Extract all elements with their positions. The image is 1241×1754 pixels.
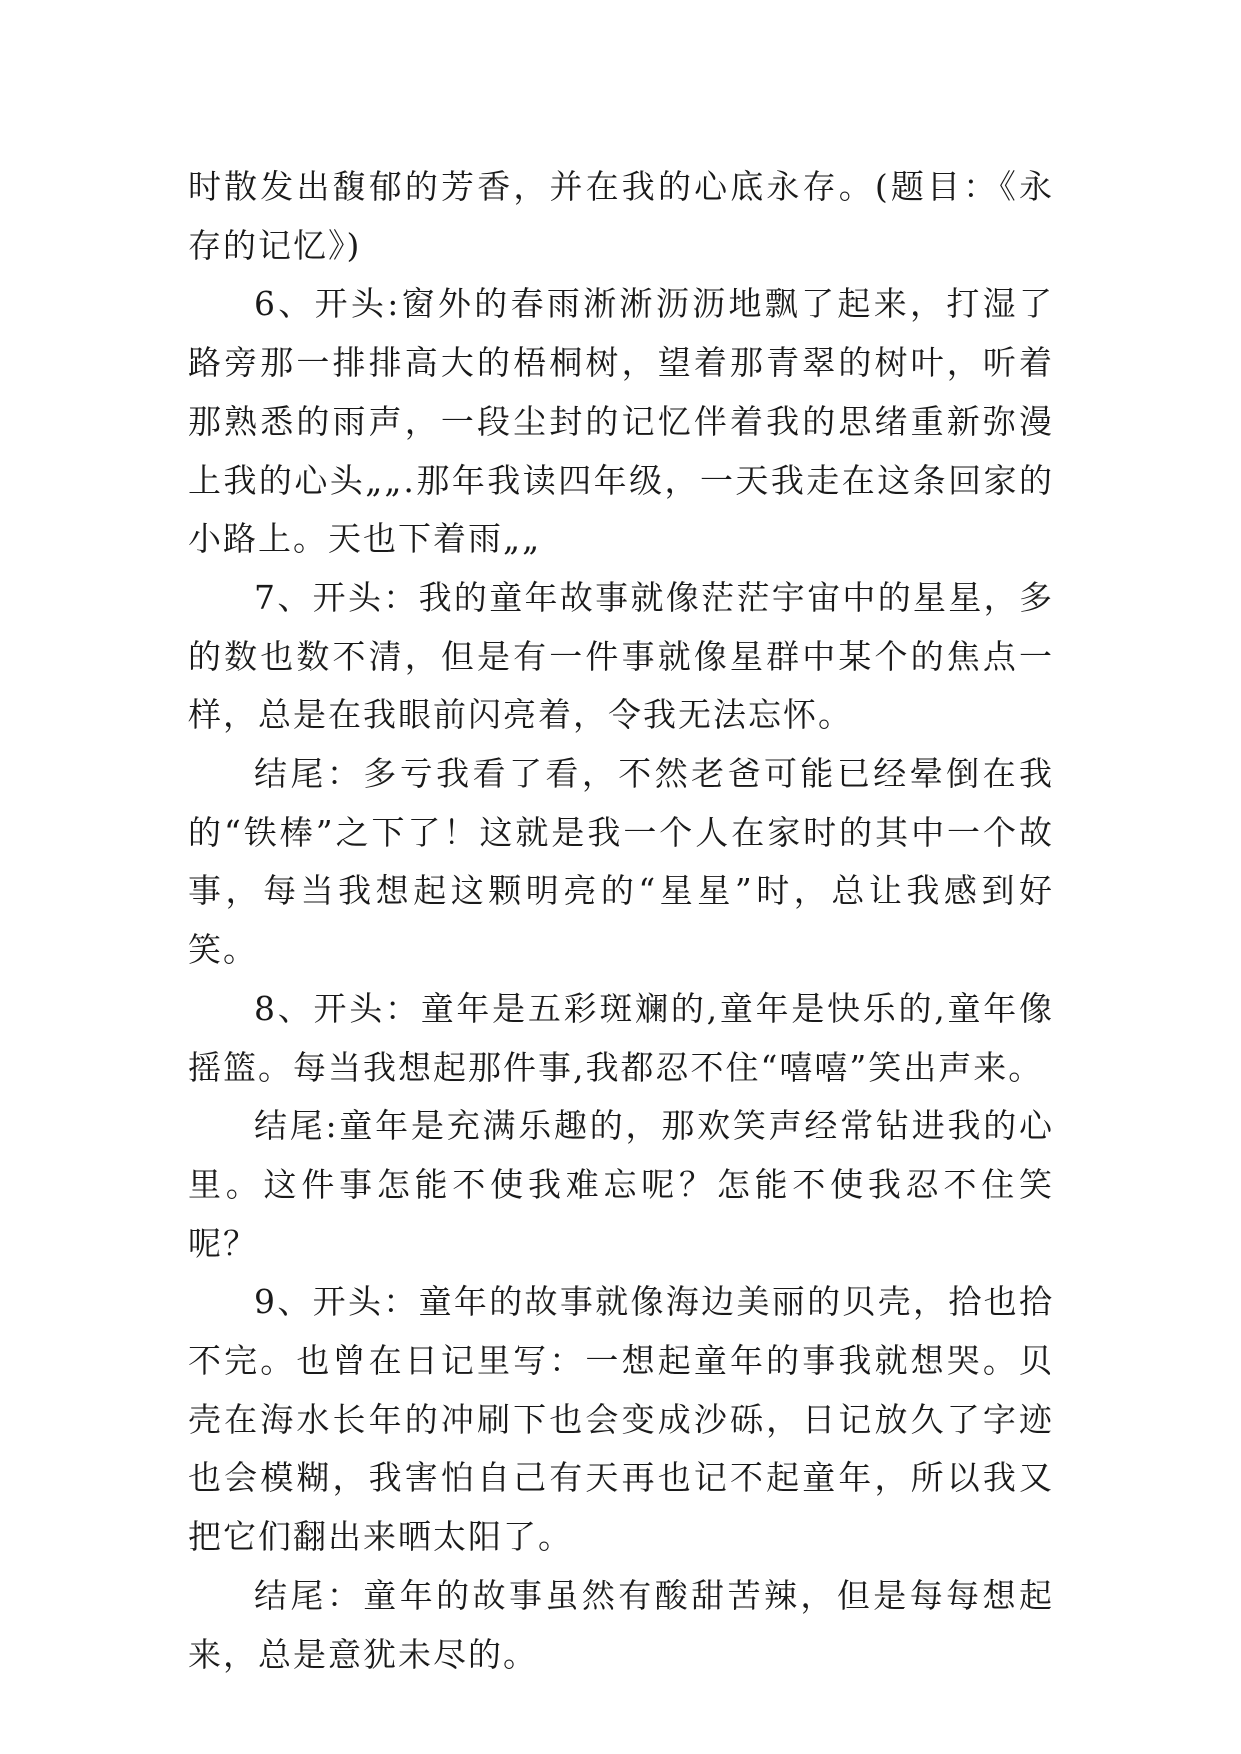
paragraph-8-ending: 结尾:童年是充满乐趣的，那欢笑声经常钻进我的心里。这件事怎能不使我难忘呢？怎能不使我忍不住笑呢？ [188, 1106, 1054, 1263]
paragraph-8-opening: 8、开头：童年是五彩斑斓的,童年是快乐的,童年像摇篮。每当我想起那件事,我都忍不住“嘻嘻”笑出声来。 [188, 988, 1054, 1087]
paragraph-9-ending: 结尾：童年的故事虽然有酸甜苦辣，但是每每想起来，总是意犹未尽的。 [188, 1575, 1054, 1674]
paragraph-9-opening: 9、开头：童年的故事就像海边美丽的贝壳，拾也拾不完。也曾在日记里写：一想起童年的事我就想哭。贝壳在海水长年的冲刷下也会变成沙砾，日记放久了字迹也会模糊，我害怕自己有天再也记不起童年，所以我又把它们翻出来晒太阳了。 [188, 1282, 1054, 1557]
paragraph-7-opening: 7、开头：我的童年故事就像茫茫宇宙中的星星，多的数也数不清，但是有一件事就像星群中某个的焦点一样，总是在我眼前闪亮着，令我无法忘怀。 [188, 577, 1054, 735]
paragraph-6-opening: 6、开头:窗外的春雨淅淅沥沥地飘了起来，打湿了路旁那一排排高大的梧桐树，望着那青翠的树叶，听着那熟悉的雨声，一段尘封的记忆伴着我的思绪重新弥漫上我的心头„„.那年我读四年级，一天我走在这条回家的小路上。天也下着雨„„ [188, 284, 1054, 559]
text-column [188, 158, 1054, 1684]
paragraph-7-ending: 结尾：多亏我看了看，不然老爸可能已经晕倒在我的“铁棒”之下了！这就是我一个人在家时的其中一个故事，每当我想起这颗明亮的“星星”时，总让我感到好笑。 [188, 754, 1054, 970]
paragraph-continuation: 时散发出馥郁的芳香，并在我的心底永存。(题目：《永存的记忆》) [188, 167, 1054, 265]
